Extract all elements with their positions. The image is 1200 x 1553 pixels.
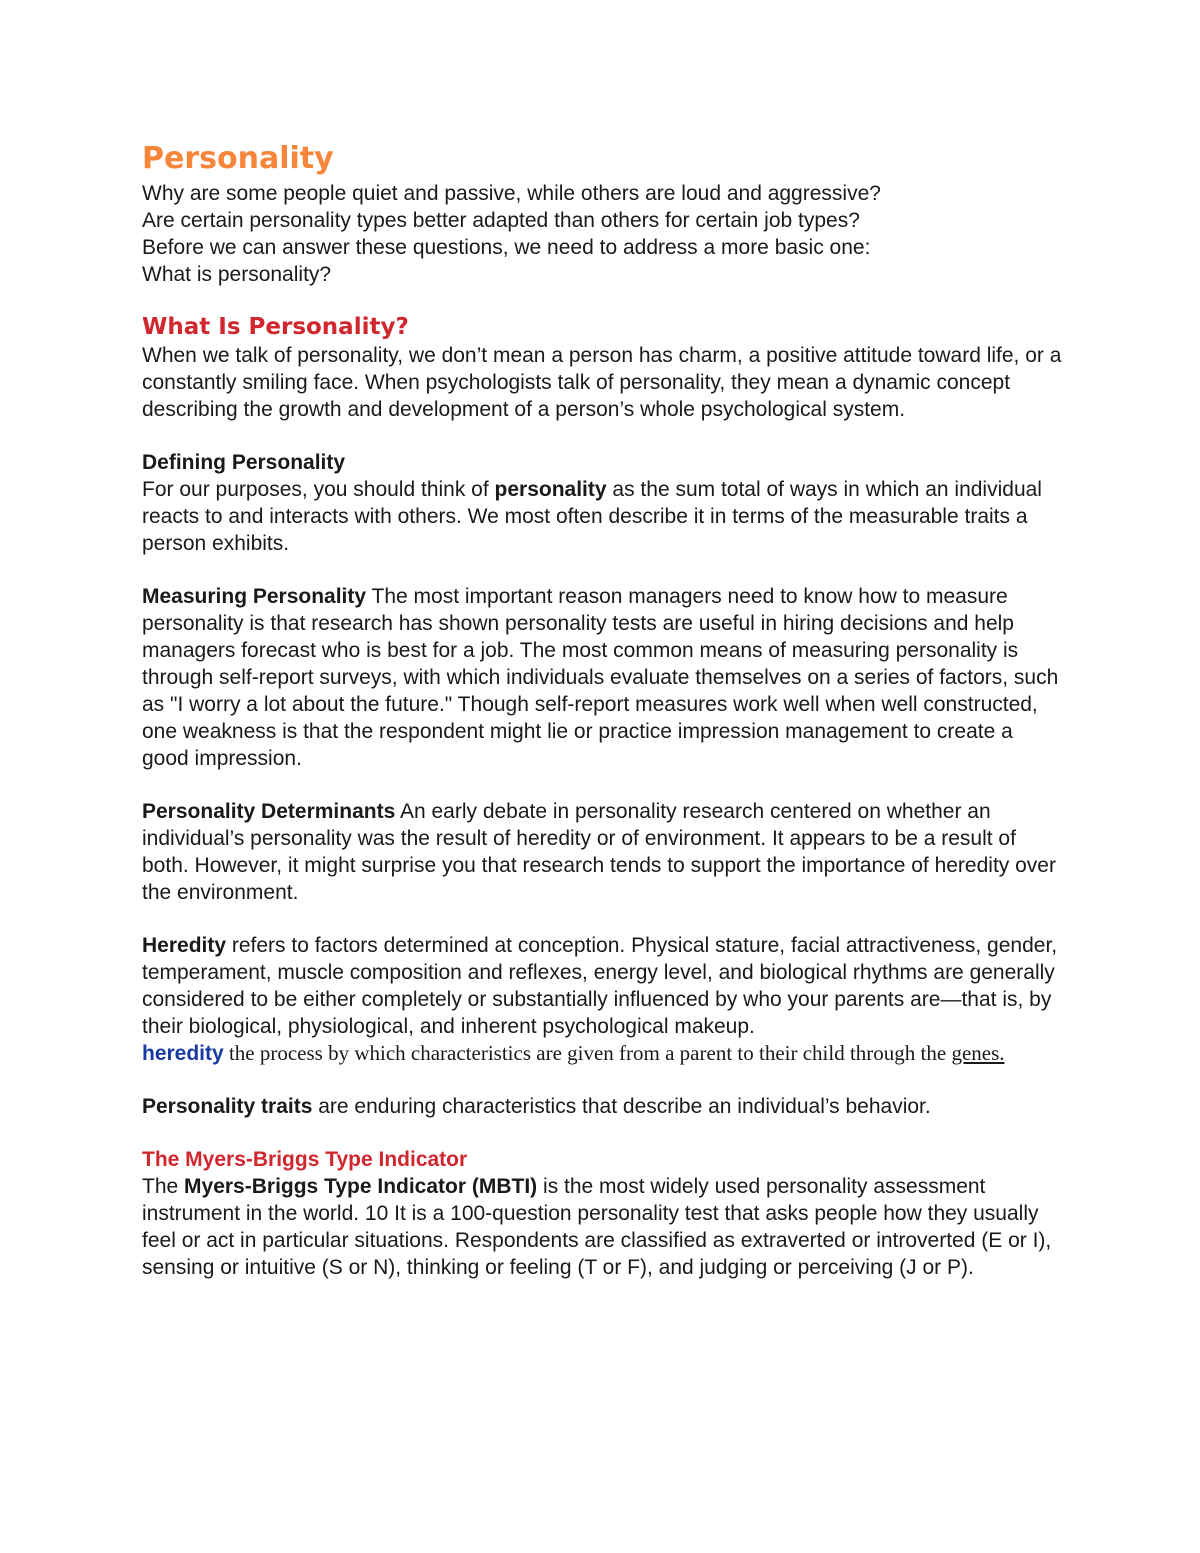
- determinants-lead: Personality Determinants: [142, 800, 396, 823]
- mbti-paragraph: [142, 1173, 1062, 1281]
- defining-text-pre: For our purposes, you should think of: [142, 478, 495, 501]
- defining-heading: Defining Personality: [142, 451, 346, 474]
- intro-line: Are certain personality types better adapted than others for certain job types?: [142, 209, 860, 232]
- heredity-definition: [142, 1040, 1062, 1067]
- heredity-definition-text: the process by which characteristics are given from a parent to their child through the: [223, 1041, 952, 1065]
- heredity-paragraph: [142, 932, 1062, 1040]
- intro-line: Before we can answer these questions, we need to address a more basic one:: [142, 236, 871, 259]
- section-heading-what-is: What Is Personality?: [142, 314, 409, 340]
- mbti-text-post: is the most widely used personality assessment instrument in the world. 10 It is a 100-question personality test that asks people how they usually feel or act in particular situations. Respondents are classified as extraverted or introverted (E or I), sensing or intuitive (S or N), thinking or feeling (T or F), and judging or perceiving (J or P).: [142, 1175, 1052, 1279]
- heredity-text: refers to factors determined at conception. Physical stature, facial attractiveness, gender, temperament, muscle composition and reflexes, energy level, and biological rhythms are generally considered to be either completely or substantially influenced by who your parents are—that is, by their biological, physiological, and inherent psychological makeup.: [142, 934, 1058, 1038]
- heredity-lead: Heredity: [142, 934, 227, 957]
- document-body: [142, 138, 1062, 1281]
- defining-term: personality: [494, 478, 607, 501]
- measuring-paragraph: [142, 583, 1062, 772]
- traits-paragraph: [142, 1093, 1062, 1120]
- defining-paragraph: [142, 476, 1062, 557]
- intro-line: Why are some people quiet and passive, while others are loud and aggressive?: [142, 182, 881, 205]
- determinants-text: An early debate in personality research centered on whether an individual’s personality was the result of heredity or of environment. It appears to be a result of both. However, it might surprise you that research tends to support the importance of heredity over the environment.: [142, 800, 1056, 904]
- heredity-definition-term: heredity: [142, 1042, 224, 1065]
- intro-line: What is personality?: [142, 263, 332, 286]
- traits-lead: Personality traits: [142, 1095, 313, 1118]
- mbti-heading: The Myers-Briggs Type Indicator: [142, 1148, 468, 1171]
- mbti-text-pre: The: [142, 1175, 185, 1198]
- genes-link[interactable]: genes.: [951, 1041, 1005, 1065]
- determinants-paragraph: [142, 798, 1062, 906]
- mbti-term: Myers-Briggs Type Indicator (MBTI): [184, 1175, 538, 1198]
- page-title: Personality: [142, 141, 334, 176]
- measuring-lead: Measuring Personality: [142, 585, 367, 608]
- what-is-paragraph: When we talk of personality, we don’t mean a person has charm, a positive attitude toward life, or a constantly smiling face. When psychologists talk of personality, they mean a dynamic concept describing the growth and development of a person’s whole psychological system.: [142, 344, 1062, 421]
- traits-text: are enduring characteristics that describe an individual’s behavior.: [312, 1095, 931, 1118]
- defining-text-post: as the sum total of ways in which an individual reacts to and interacts with others. We most often describe it in terms of the measurable traits a person exhibits.: [142, 478, 1042, 555]
- measuring-text: The most important reason managers need to know how to measure personality is that research has shown personality tests are useful in hiring decisions and help managers forecast who is best for a job. The most common means of measuring personality is through self-report surveys, with which individuals evaluate themselves on a series of factors, such as "I worry a lot about the future." Though self-report measures work well when well constructed, one weakness is that the respondent might lie or practice impression management to create a good impression.: [142, 585, 1059, 770]
